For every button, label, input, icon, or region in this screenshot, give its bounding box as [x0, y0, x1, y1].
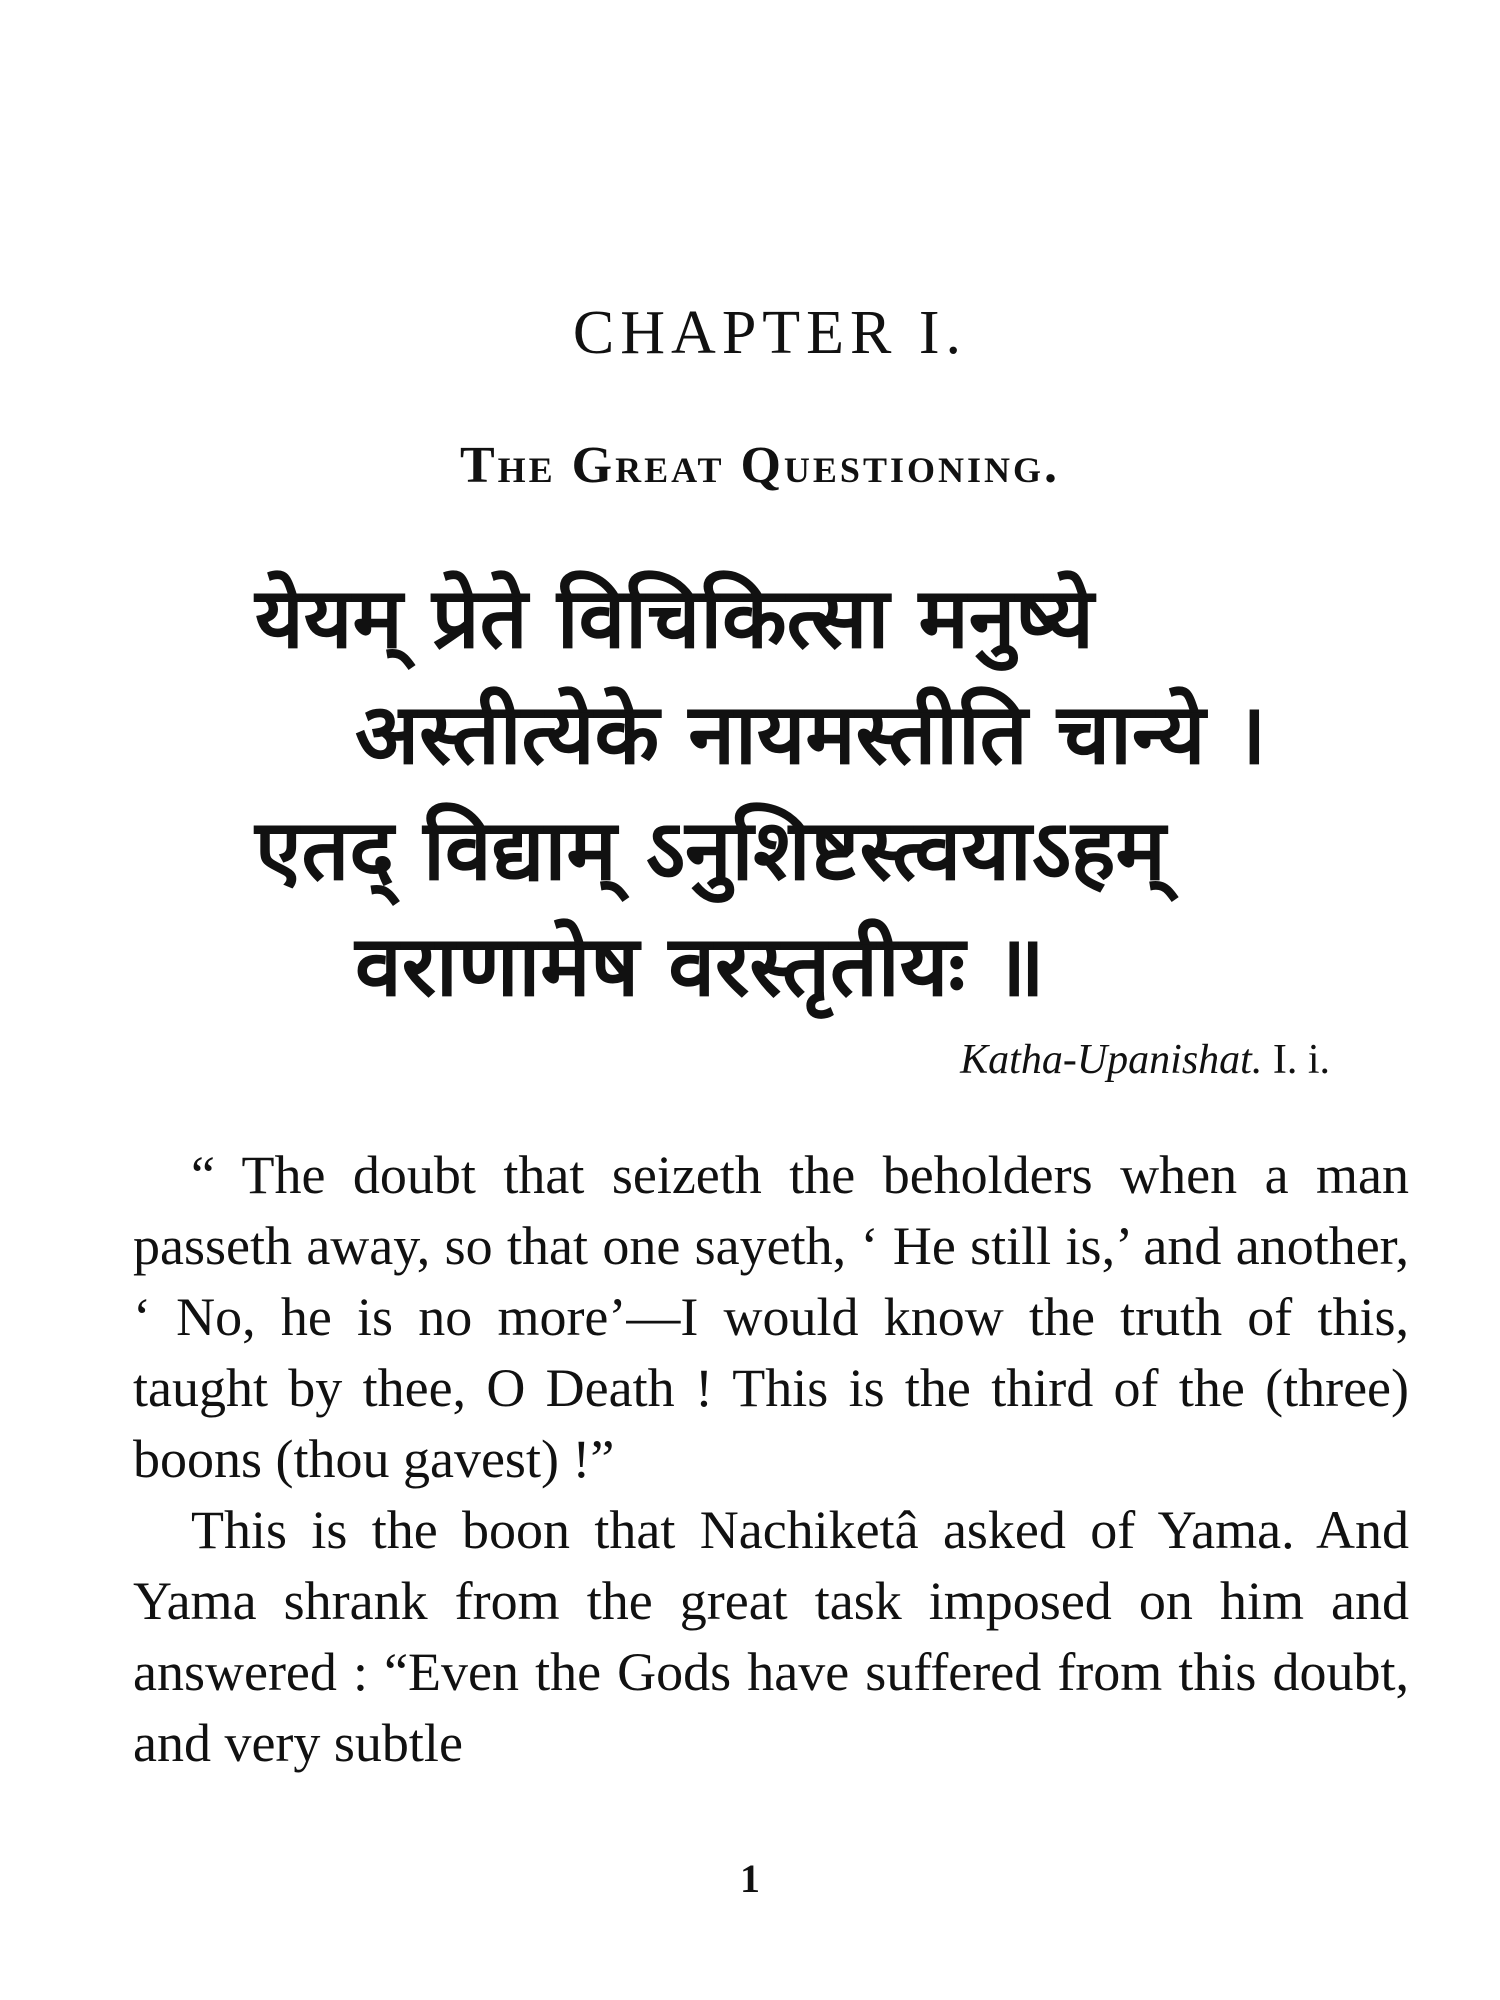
verse-line-2: अस्तीत्येके नायमस्तीति चान्ये । [355, 685, 1267, 783]
chapter-heading: CHAPTER I. [572, 299, 968, 367]
verse-line-1: येयम् प्रेते विचिकित्सा मनुष्ये [255, 569, 1094, 667]
citation-reference: I. i. [1272, 1037, 1330, 1083]
citation-work: Katha-Upanishat. [960, 1037, 1263, 1083]
page-number: 1 [740, 1856, 760, 1901]
body-paragraph-1: “ The doubt that seizeth the beholders when a man passeth away, so that one sayeth, ‘ He still is,’ and another, ‘ No, he is no more’—I would know the truth of this, taught by thee, O Death ! This is the third of the (three) boons (thou gavest) !” [133, 1145, 1409, 1489]
chapter-subtitle: The Great Questioning. [459, 437, 1060, 494]
verse-line-3: एतद् विद्याम् ऽनुशिष्टस्त्वयाऽहम् [255, 801, 1166, 899]
verse-citation [960, 1036, 1330, 1084]
sanskrit-verse [255, 560, 1355, 1024]
verse-line-4: वराणामेष वरस्तृतीयः ॥ [355, 917, 1045, 1015]
body-paragraph-2: This is the boon that Nachiketâ asked of Yama. And Yama shrank from the great task imposed on him and answered : “Even the Gods have suffered from this doubt, and very subtle [133, 1500, 1409, 1773]
body-text [133, 1140, 1409, 1779]
